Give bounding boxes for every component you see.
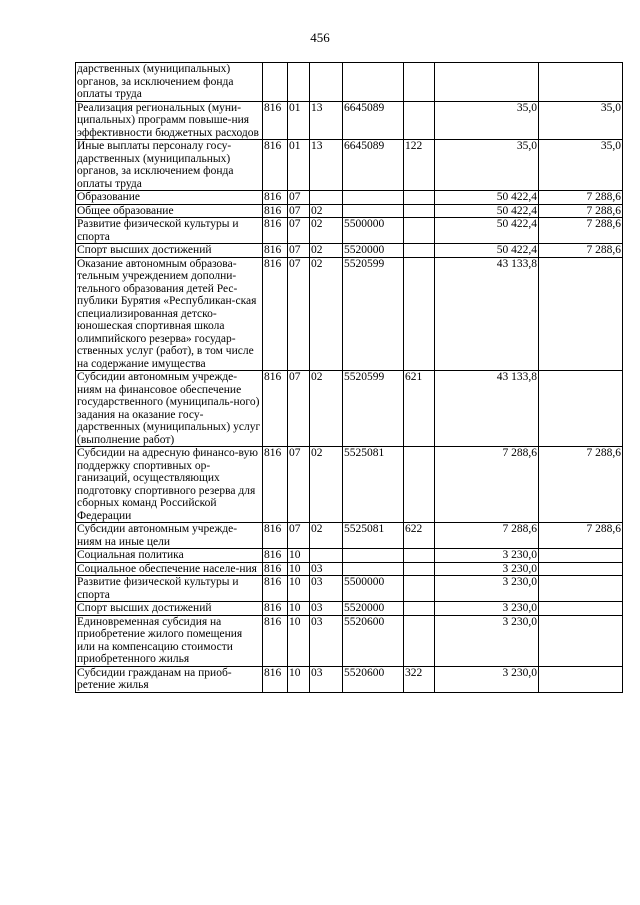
cell-amount-2: 7 288,6 <box>539 523 623 549</box>
table-row <box>76 244 623 258</box>
cell-subsection-code: 02 <box>310 371 343 447</box>
cell-section-code: 01 <box>288 101 310 140</box>
cell-section-code: 10 <box>288 602 310 616</box>
cell-expense-type: 322 <box>404 666 435 692</box>
cell-name: Субсидии автономным учрежде-ниям на финансовое обеспечение государственного (муниципаль-ного) задания на оказание госу-дарственных (муниципальных) услуг (выполнение работ) <box>76 371 263 447</box>
cell-amount-2 <box>539 602 623 616</box>
cell-section-code: 07 <box>288 523 310 549</box>
cell-expense-type <box>404 576 435 602</box>
cell-expense-type <box>404 191 435 205</box>
cell-subsection-code: 02 <box>310 447 343 523</box>
cell-expense-type <box>404 204 435 218</box>
cell-name: Субсидии автономным учрежде-ниям на иные цели <box>76 523 263 549</box>
cell-section-code: 01 <box>288 140 310 191</box>
cell-amount-1: 43 133,8 <box>435 371 539 447</box>
cell-name: Социальная политика <box>76 549 263 563</box>
cell-amount-1: 3 230,0 <box>435 576 539 602</box>
cell-name: Спорт высших достижений <box>76 244 263 258</box>
cell-target-article <box>343 549 404 563</box>
table-row <box>76 602 623 616</box>
cell-expense-type <box>404 602 435 616</box>
cell-amount-1: 3 230,0 <box>435 666 539 692</box>
cell-amount-1: 3 230,0 <box>435 562 539 576</box>
cell-subsection-code: 02 <box>310 257 343 371</box>
cell-name: Оказание автономным образова-тельным учреждением дополни-тельного образования детей Рес-публики Бурятия «Республикан-ская специализированная детско-юношеская спортивная школа олимпийского резерва» государ-ственных услуг (работ), в том числе на содержание имущества <box>76 257 263 371</box>
cell-amount-1: 35,0 <box>435 101 539 140</box>
cell-subsection-code: 03 <box>310 602 343 616</box>
table-row <box>76 447 623 523</box>
table-row <box>76 63 623 102</box>
cell-subsection-code: 02 <box>310 204 343 218</box>
cell-name: Единовременная субсидия на приобретение жилого помещения или на компенсацию стоимости приобретенного жилья <box>76 615 263 666</box>
cell-amount-1: 3 230,0 <box>435 602 539 616</box>
cell-amount-1: 7 288,6 <box>435 523 539 549</box>
cell-amount-2: 35,0 <box>539 101 623 140</box>
cell-target-article: 5525081 <box>343 447 404 523</box>
table-row <box>76 218 623 244</box>
cell-subsection-code: 03 <box>310 615 343 666</box>
cell-target-article: 6645089 <box>343 140 404 191</box>
cell-target-article: 5520000 <box>343 602 404 616</box>
cell-subsection-code <box>310 63 343 102</box>
cell-expense-type <box>404 549 435 563</box>
cell-name: дарственных (муниципальных) органов, за исключением фонда оплаты труда <box>76 63 263 102</box>
cell-ministry-code <box>263 63 288 102</box>
cell-amount-1: 7 288,6 <box>435 447 539 523</box>
cell-name: Спорт высших достижений <box>76 602 263 616</box>
cell-ministry-code: 816 <box>263 244 288 258</box>
cell-amount-2 <box>539 666 623 692</box>
cell-subsection-code: 03 <box>310 562 343 576</box>
cell-expense-type: 122 <box>404 140 435 191</box>
cell-amount-2: 7 288,6 <box>539 244 623 258</box>
cell-subsection-code: 03 <box>310 576 343 602</box>
cell-section-code: 07 <box>288 191 310 205</box>
cell-amount-1: 50 422,4 <box>435 218 539 244</box>
cell-ministry-code: 816 <box>263 140 288 191</box>
cell-ministry-code: 816 <box>263 576 288 602</box>
table-row <box>76 191 623 205</box>
cell-target-article <box>343 191 404 205</box>
table-row <box>76 562 623 576</box>
cell-subsection-code <box>310 549 343 563</box>
table-row <box>76 371 623 447</box>
cell-expense-type <box>404 63 435 102</box>
table-row <box>76 140 623 191</box>
cell-ministry-code: 816 <box>263 666 288 692</box>
table-row <box>76 549 623 563</box>
cell-subsection-code: 13 <box>310 140 343 191</box>
cell-section-code: 07 <box>288 447 310 523</box>
cell-name: Общее образование <box>76 204 263 218</box>
cell-ministry-code: 816 <box>263 371 288 447</box>
cell-amount-1: 43 133,8 <box>435 257 539 371</box>
cell-ministry-code: 816 <box>263 602 288 616</box>
cell-ministry-code: 816 <box>263 562 288 576</box>
table-row <box>76 615 623 666</box>
cell-subsection-code: 02 <box>310 218 343 244</box>
cell-expense-type: 621 <box>404 371 435 447</box>
cell-amount-2 <box>539 63 623 102</box>
cell-amount-2 <box>539 562 623 576</box>
cell-amount-1: 3 230,0 <box>435 549 539 563</box>
cell-target-article: 5520599 <box>343 257 404 371</box>
cell-target-article <box>343 562 404 576</box>
cell-ministry-code: 816 <box>263 523 288 549</box>
table-row <box>76 204 623 218</box>
cell-subsection-code: 02 <box>310 244 343 258</box>
cell-section-code: 10 <box>288 562 310 576</box>
cell-expense-type <box>404 615 435 666</box>
cell-ministry-code: 816 <box>263 447 288 523</box>
cell-target-article: 5520600 <box>343 666 404 692</box>
cell-amount-2 <box>539 549 623 563</box>
cell-subsection-code: 02 <box>310 523 343 549</box>
cell-section-code: 10 <box>288 549 310 563</box>
cell-subsection-code: 13 <box>310 101 343 140</box>
cell-name: Субсидии на адресную финансо-вую поддержку спортивных ор-ганизаций, осуществляющих подготовку спортивного резерва для сборных команд Российской Федерации <box>76 447 263 523</box>
table-row <box>76 101 623 140</box>
cell-amount-1: 50 422,4 <box>435 244 539 258</box>
table-body <box>76 63 623 693</box>
cell-ministry-code: 816 <box>263 204 288 218</box>
cell-target-article: 6645089 <box>343 101 404 140</box>
cell-name: Социальное обеспечение населе-ния <box>76 562 263 576</box>
cell-ministry-code: 816 <box>263 257 288 371</box>
cell-amount-2: 35,0 <box>539 140 623 191</box>
cell-ministry-code: 816 <box>263 549 288 563</box>
cell-target-article <box>343 204 404 218</box>
cell-target-article: 5520599 <box>343 371 404 447</box>
cell-amount-1: 50 422,4 <box>435 191 539 205</box>
cell-section-code: 10 <box>288 615 310 666</box>
cell-amount-2 <box>539 371 623 447</box>
cell-target-article: 5520600 <box>343 615 404 666</box>
cell-target-article <box>343 63 404 102</box>
page-number: 456 <box>310 30 330 45</box>
cell-name: Образование <box>76 191 263 205</box>
cell-expense-type <box>404 101 435 140</box>
cell-subsection-code <box>310 191 343 205</box>
cell-amount-1 <box>435 63 539 102</box>
table-row <box>76 257 623 371</box>
cell-amount-2: 7 288,6 <box>539 191 623 205</box>
cell-amount-1: 3 230,0 <box>435 615 539 666</box>
cell-ministry-code: 816 <box>263 101 288 140</box>
cell-expense-type <box>404 447 435 523</box>
cell-section-code: 07 <box>288 218 310 244</box>
cell-amount-2: 7 288,6 <box>539 204 623 218</box>
cell-amount-2 <box>539 576 623 602</box>
cell-target-article: 5525081 <box>343 523 404 549</box>
cell-expense-type <box>404 218 435 244</box>
cell-name: Субсидии гражданам на приоб-ретение жилья <box>76 666 263 692</box>
cell-name: Иные выплаты персоналу госу-дарственных (муниципальных) органов, за исключением фонда оплаты труда <box>76 140 263 191</box>
cell-ministry-code: 816 <box>263 615 288 666</box>
cell-name: Реализация региональных (муни-ципальных) программ повыше-ния эффективности бюджетных расходов <box>76 101 263 140</box>
cell-target-article: 5520000 <box>343 244 404 258</box>
cell-expense-type <box>404 244 435 258</box>
cell-section-code: 07 <box>288 371 310 447</box>
cell-amount-2: 7 288,6 <box>539 218 623 244</box>
cell-amount-1: 50 422,4 <box>435 204 539 218</box>
cell-section-code: 10 <box>288 666 310 692</box>
cell-ministry-code: 816 <box>263 191 288 205</box>
cell-amount-1: 35,0 <box>435 140 539 191</box>
table-row <box>76 576 623 602</box>
cell-section-code <box>288 63 310 102</box>
table-row <box>76 666 623 692</box>
table-row <box>76 523 623 549</box>
cell-amount-2: 7 288,6 <box>539 447 623 523</box>
cell-section-code: 07 <box>288 204 310 218</box>
cell-expense-type <box>404 257 435 371</box>
cell-name: Развитие физической культуры и спорта <box>76 218 263 244</box>
cell-target-article: 5500000 <box>343 576 404 602</box>
cell-subsection-code: 03 <box>310 666 343 692</box>
cell-expense-type <box>404 562 435 576</box>
cell-amount-2 <box>539 615 623 666</box>
cell-section-code: 10 <box>288 576 310 602</box>
cell-target-article: 5500000 <box>343 218 404 244</box>
cell-expense-type: 622 <box>404 523 435 549</box>
cell-amount-2 <box>539 257 623 371</box>
cell-ministry-code: 816 <box>263 218 288 244</box>
budget-table <box>75 62 623 693</box>
cell-section-code: 07 <box>288 244 310 258</box>
cell-name: Развитие физической культуры и спорта <box>76 576 263 602</box>
cell-section-code: 07 <box>288 257 310 371</box>
